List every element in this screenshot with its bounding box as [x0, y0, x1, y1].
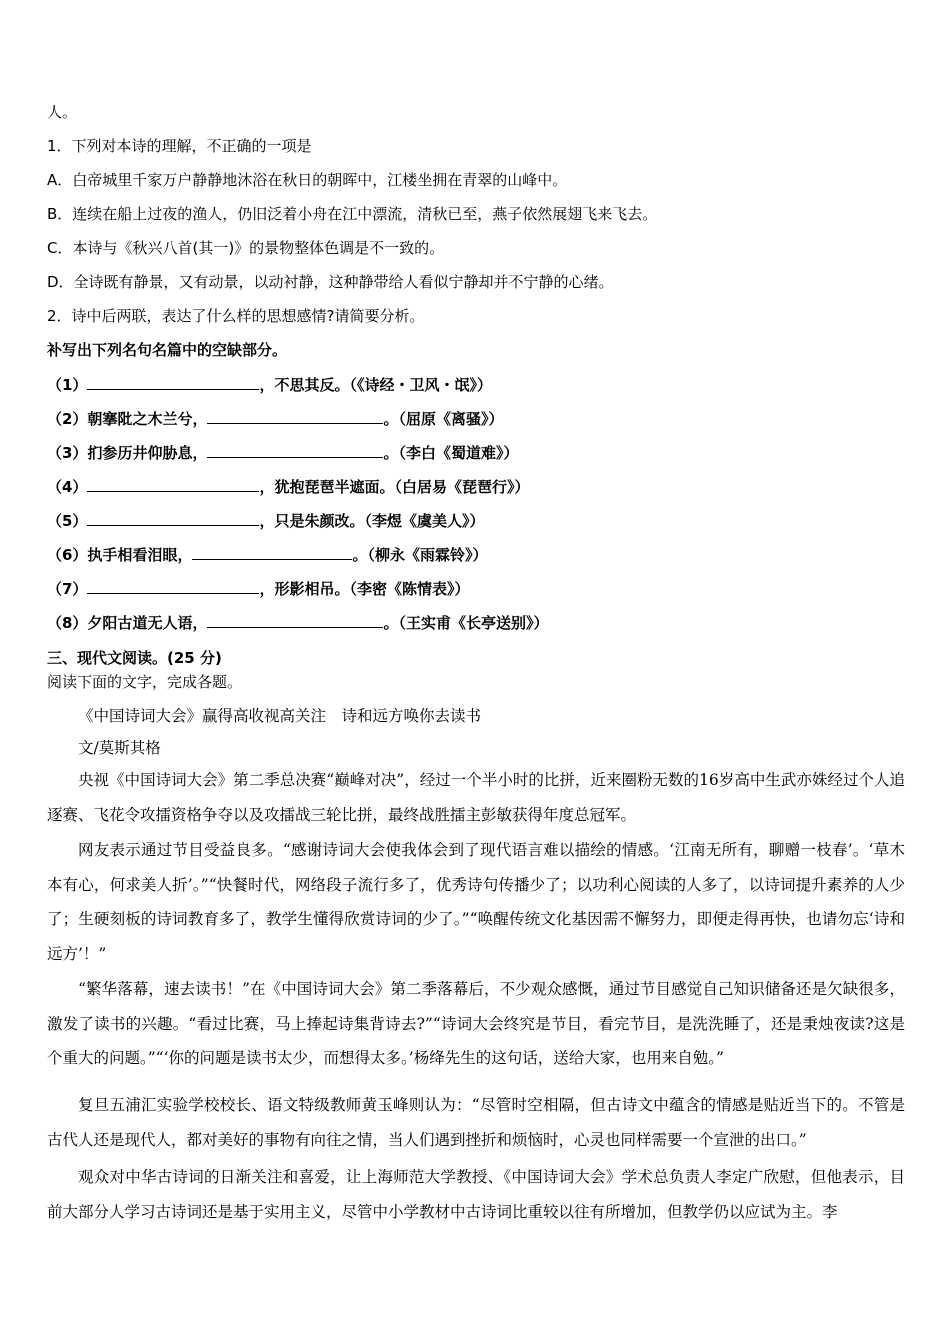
question-2: 2．诗中后两联，表达了什么样的思想感情?请简要分析。 [47, 307, 425, 325]
article-title: 《中国诗词大会》赢得高收视高关注 诗和远方唤你去读书 [78, 707, 482, 725]
fill-item-prefix: （7） [47, 580, 88, 598]
fill-item-prefix: （8）夕阳古道无人语， [47, 614, 208, 632]
fill-item-prefix: （1） [47, 376, 88, 394]
section-3-title: 三、现代文阅读。(25 分) [47, 649, 222, 667]
question-1-option-c: C．本诗与《秋兴八首(其一)》的景物整体色调是不一致的。 [47, 239, 445, 257]
fill-item-8 [47, 612, 907, 633]
article-paragraph-5: 观众对中华古诗词的日渐关注和喜爱，让上海师范大学教授、《中国诗词大会》学术总负责人李定广欣慰，但他表示，目前大部分人学习古诗词还是基于实用主义，尽管中小学教材中古诗词比重较以往有所增加，但教学仍以应试为主。李 [47, 1168, 905, 1221]
answer-blank[interactable] [207, 612, 383, 628]
answer-blank[interactable] [207, 408, 383, 424]
article-paragraph-4: 复旦五浦汇实验学校校长、语文特级教师黄玉峰则认为：“尽管时空相隔，但古诗文中蕴含的情感是贴近当下的。不管是古代人还是现代人，都对美好的事物有向往之情，当人们遇到挫折和烦恼时，心灵也同样需要一个宣泄的出口。” [47, 1096, 905, 1149]
answer-blank[interactable] [192, 544, 352, 560]
fill-item-suffix: ，犹抱琵琶半遮面。（白居易《琵琶行》） [259, 478, 530, 496]
fill-item-suffix: 。（屈原《离骚》） [383, 410, 504, 428]
section-3-instruction: 阅读下面的文字，完成各题。 [47, 673, 243, 691]
fill-item-suffix: 。（李白《蜀道难》） [383, 444, 519, 462]
article-paragraph-2: 网友表示通过节目受益良多。“感谢诗词大会使我体会到了现代语言难以描绘的情感。‘江南无所有，聊赠一枝春’。‘草木本有心，何求美人折’。”“快餐时代，网络段子流行多了，优秀诗句传播少了；以功利心阅读的人多了，以诗词提升素养的人少了；生硬刻板的诗词教育多了，教学生懂得欣赏诗词的少了。”“唤醒传统文化基因需不懈努力，即便走得再快，也请勿忘‘诗和远方’！” [47, 841, 905, 963]
fill-item-2 [47, 408, 907, 429]
question-1-option-a: A．白帝城里千家万户静静地沐浴在秋日的朝晖中，江楼坐拥在青翠的山峰中。 [47, 171, 568, 189]
question-1-option-b: B．连续在船上过夜的渔人，仍旧泛着小舟在江中漂流，清秋已至，燕子依然展翅飞来飞去。 [47, 205, 658, 223]
fill-item-7 [47, 578, 907, 599]
continuation-text: 人。 [47, 103, 78, 121]
article-byline: 文/莫斯其格 [78, 739, 161, 757]
article-paragraph-1: 央视《中国诗词大会》第二季总决赛“巅峰对决”，经过一个半小时的比拼，近来圈粉无数的16岁高中生武亦姝经过个人追逐赛、飞花令攻擂资格争夺以及攻擂战三轮比拼，最终战胜擂主彭敏获得年度总冠军。 [47, 771, 905, 824]
fill-item-1 [47, 374, 907, 395]
answer-blank[interactable] [87, 374, 259, 390]
fill-item-prefix: （6）执手相看泪眼， [47, 546, 193, 564]
answer-blank[interactable] [207, 442, 383, 458]
fill-item-suffix: ，形影相吊。（李密《陈情表》） [259, 580, 470, 598]
fill-item-suffix: ，不思其反。（《诗经・卫风・氓》） [259, 376, 492, 394]
question-1-option-d: D．全诗既有静景，又有动景，以动衬静，这种静带给人看似宁静却并不宁静的心绪。 [47, 273, 614, 291]
fill-section-title: 补写出下列名句名篇中的空缺部分。 [47, 341, 288, 359]
fill-item-suffix: ，只是朱颜改。（李煜《虞美人》） [259, 512, 485, 530]
fill-item-prefix: （2）朝搴阰之木兰兮， [47, 410, 208, 428]
answer-blank[interactable] [87, 476, 259, 492]
fill-item-5 [47, 510, 907, 531]
answer-blank[interactable] [87, 578, 259, 594]
fill-item-suffix: 。（王实甫《长亭送别》） [383, 614, 549, 632]
fill-item-3 [47, 442, 907, 463]
fill-item-suffix: 。（柳永《雨霖铃》） [352, 546, 488, 564]
fill-item-prefix: （3）扪参历井仰胁息， [47, 444, 208, 462]
fill-item-prefix: （4） [47, 478, 88, 496]
fill-item-prefix: （5） [47, 512, 88, 530]
fill-item-4 [47, 476, 907, 497]
answer-blank[interactable] [87, 510, 259, 526]
article-paragraph-3: “繁华落幕，速去读书！”在《中国诗词大会》第二季落幕后，不少观众感慨，通过节目感觉自己知识储备还是欠缺很多，激发了读书的兴趣。“看过比赛，马上捧起诗集背诗去?”“诗词大会终究是节目，看完节目，是洗洗睡了，还是秉烛夜读?这是个重大的问题。”“‘你的问题是读书太少，而想得太多。’杨绛先生的这句话，送给大家，也用来自勉。” [47, 980, 905, 1067]
question-1-stem: 1．下列对本诗的理解，不正确的一项是 [47, 137, 312, 155]
fill-item-6 [47, 544, 907, 565]
